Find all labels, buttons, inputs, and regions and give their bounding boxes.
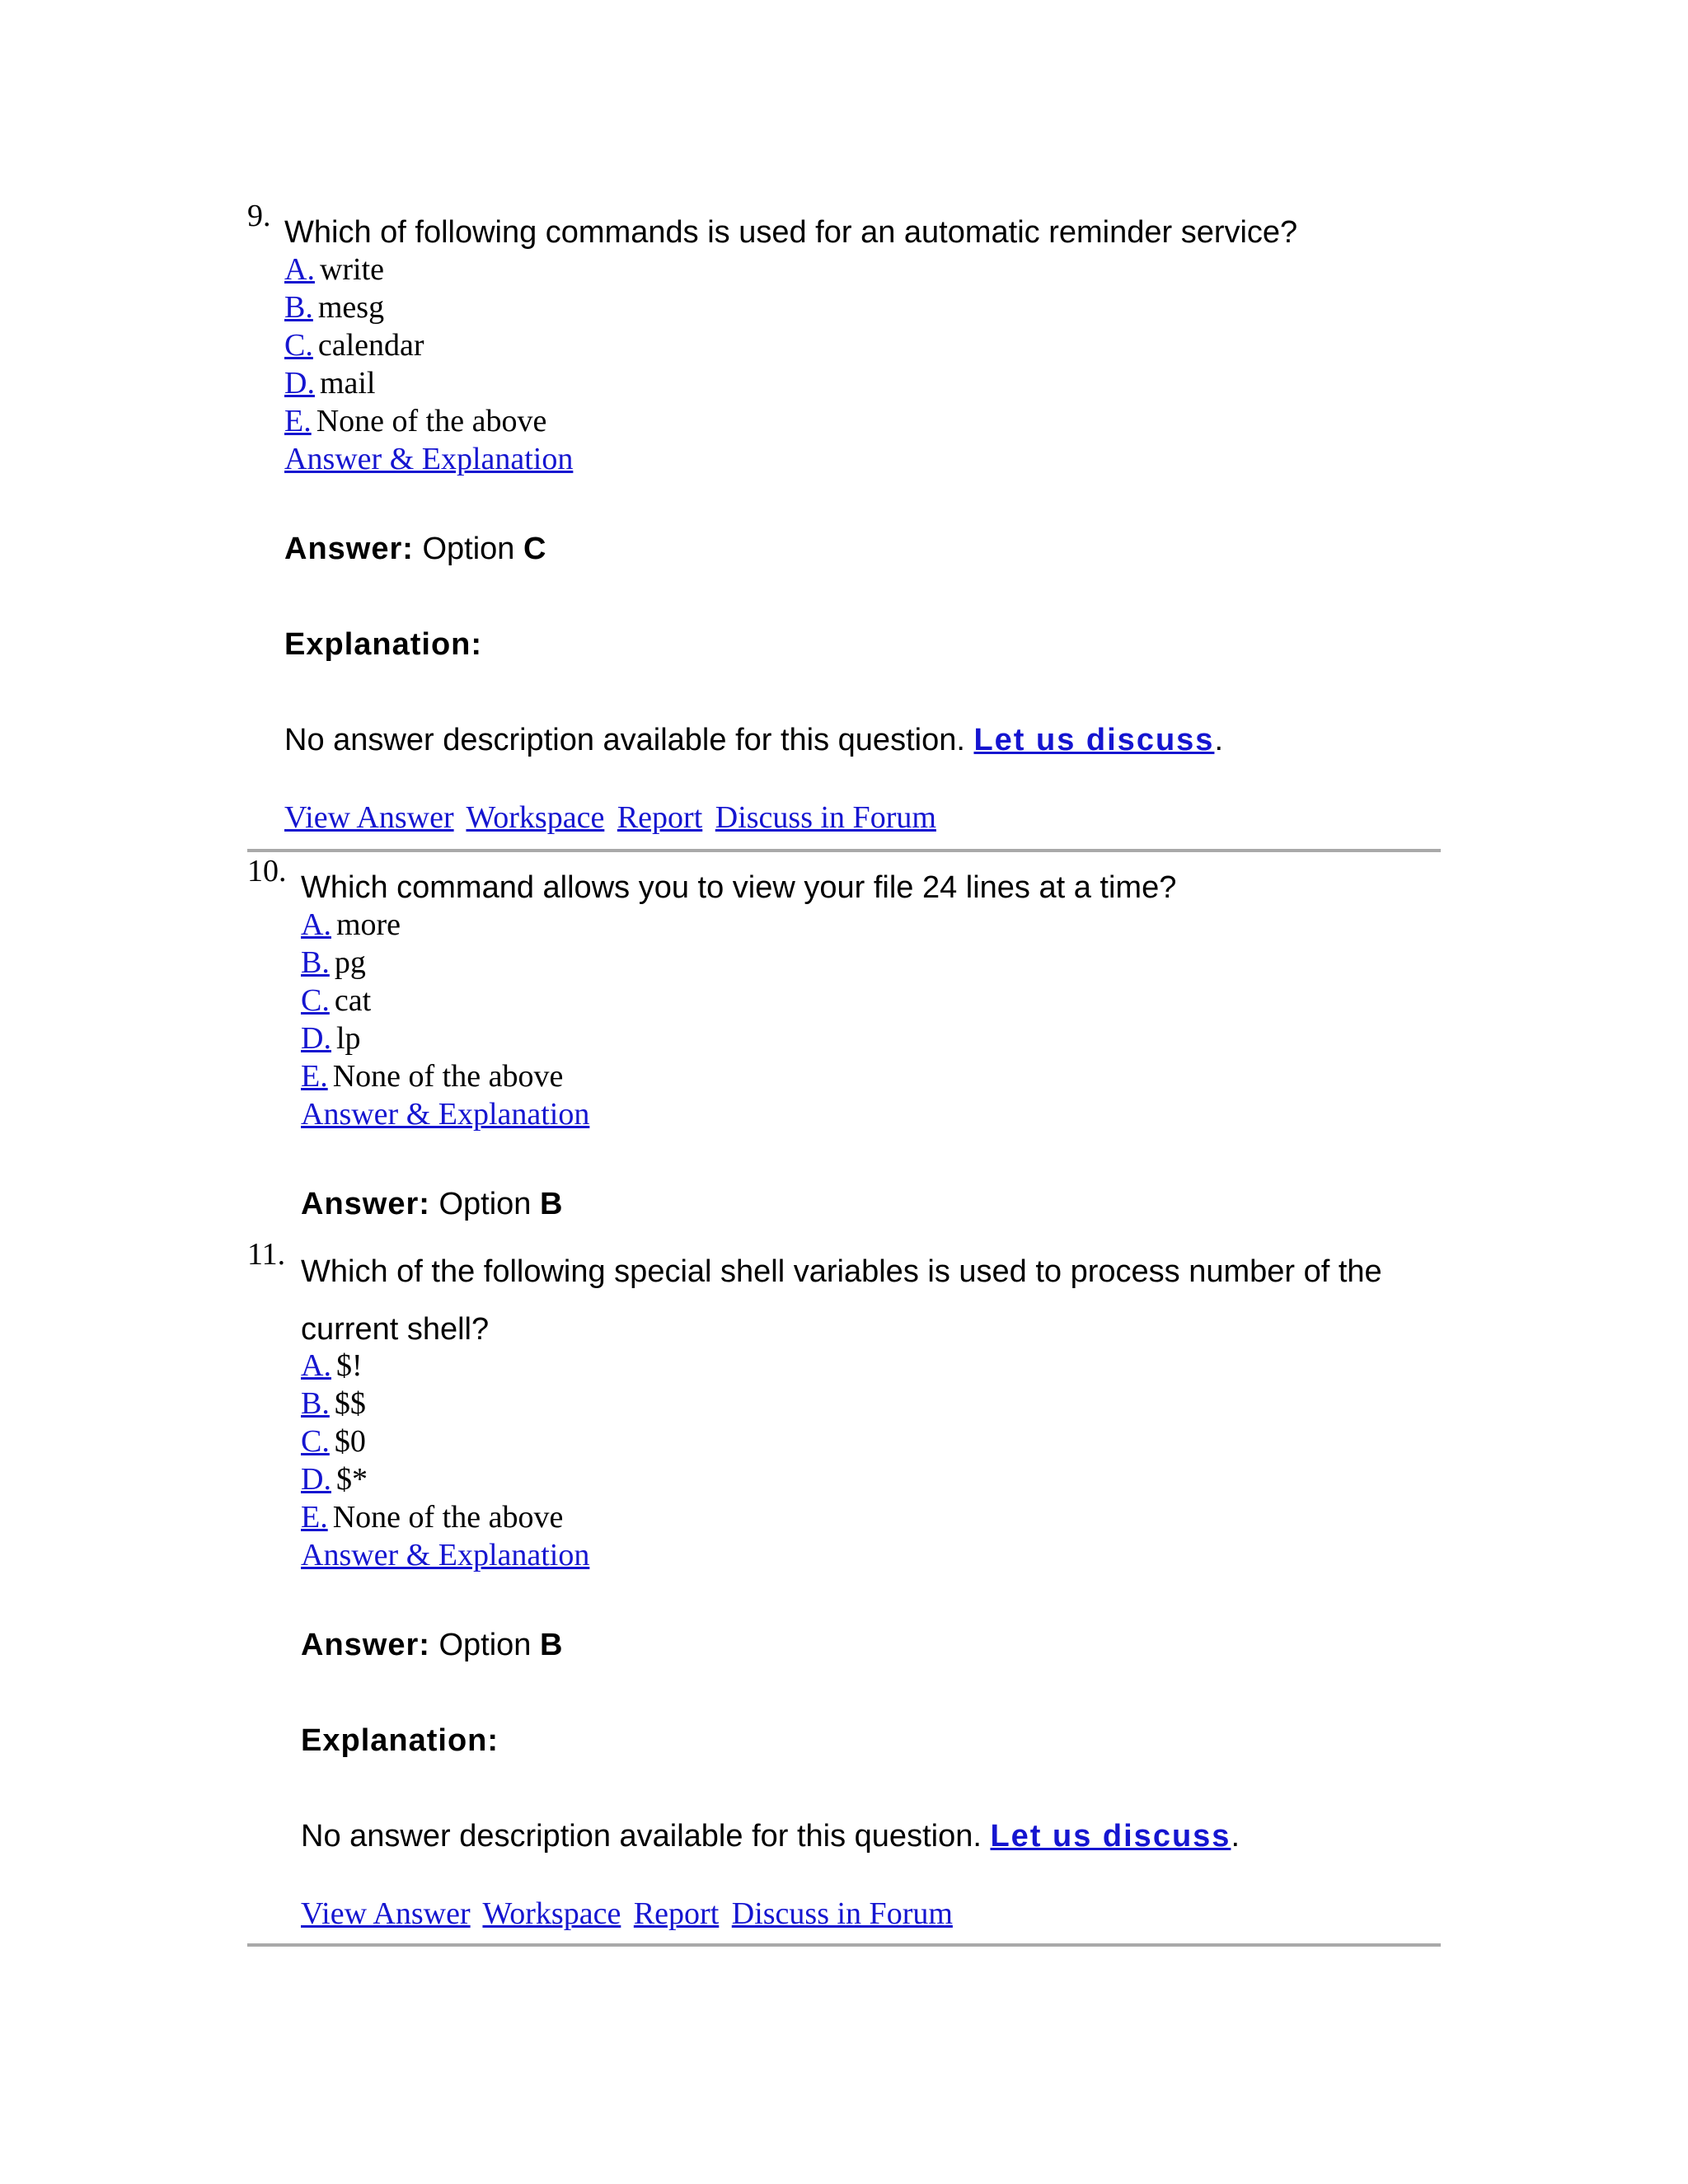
question-divider xyxy=(247,1943,1441,1947)
option-c-value: $0 xyxy=(334,1424,366,1459)
option-d-link[interactable]: D. xyxy=(301,1021,331,1056)
option-b-link[interactable]: B. xyxy=(284,290,313,325)
discuss-in-forum-link[interactable]: Discuss in Forum xyxy=(731,1896,953,1931)
answer-option: C xyxy=(523,532,547,566)
option-a xyxy=(284,251,1389,288)
explanation-text xyxy=(301,1818,1405,1854)
option-a-value: write xyxy=(319,252,385,287)
option-d-value: $* xyxy=(335,1462,368,1497)
view-answer-link[interactable]: View Answer xyxy=(301,1896,471,1931)
option-a-link[interactable]: A. xyxy=(284,252,315,287)
answer-line xyxy=(301,1186,1405,1222)
option-c-link[interactable]: C. xyxy=(284,328,313,363)
option-b-value: $$ xyxy=(334,1386,366,1421)
answer-prefix: Option xyxy=(438,1628,532,1662)
option-d xyxy=(301,1460,1405,1498)
option-c xyxy=(301,982,1405,1019)
option-c-link[interactable]: C. xyxy=(301,1424,330,1459)
option-b xyxy=(301,1385,1405,1422)
option-a-value: $! xyxy=(335,1348,363,1383)
option-c xyxy=(284,326,1389,364)
option-c-value: calendar xyxy=(317,328,424,363)
option-e-link[interactable]: E. xyxy=(301,1500,328,1535)
workspace-link[interactable]: Workspace xyxy=(482,1896,621,1931)
option-b-value: mesg xyxy=(317,290,385,325)
answer-option: B xyxy=(540,1628,564,1662)
question-text: Which of following commands is used for an automatic reminder service? xyxy=(284,215,1298,250)
report-link[interactable]: Report xyxy=(617,800,703,835)
option-e-value: None of the above xyxy=(316,404,547,438)
answer-prefix: Option xyxy=(422,532,515,566)
answer-line xyxy=(301,1627,1405,1663)
answer-prefix: Option xyxy=(438,1187,532,1221)
answer-label: Answer: xyxy=(284,532,414,566)
discuss-in-forum-link[interactable]: Discuss in Forum xyxy=(715,800,936,835)
question-number: 11. xyxy=(247,1237,286,1272)
workspace-link[interactable]: Workspace xyxy=(466,800,605,835)
option-c-value: cat xyxy=(334,983,372,1018)
explanation-heading: Explanation: xyxy=(284,627,483,662)
answer-explanation-link[interactable]: Answer & Explanation xyxy=(301,1538,590,1572)
option-e xyxy=(284,402,1389,440)
answer-explanation-row xyxy=(301,1536,1405,1574)
question-number: 9. xyxy=(247,199,271,233)
option-c xyxy=(301,1422,1405,1460)
option-a xyxy=(301,906,1405,944)
question-body xyxy=(301,1253,1405,1932)
answer-explanation-row xyxy=(301,1095,1405,1133)
option-e-link[interactable]: E. xyxy=(301,1059,328,1094)
option-e xyxy=(301,1057,1405,1095)
question-text: Which of the following special shell variables is used to process number of the current shell? xyxy=(301,1254,1382,1347)
question-footer-links xyxy=(301,1896,1405,1932)
let-us-discuss-link[interactable]: Let us discuss xyxy=(990,1819,1231,1854)
option-e-link[interactable]: E. xyxy=(284,404,312,438)
option-b-value: pg xyxy=(334,945,366,980)
option-d-value: mail xyxy=(319,366,376,401)
answer-option: B xyxy=(540,1187,564,1221)
question-body xyxy=(301,869,1405,1222)
option-d xyxy=(284,364,1389,402)
answer-label: Answer: xyxy=(301,1187,430,1221)
option-b xyxy=(284,288,1389,326)
option-d xyxy=(301,1019,1405,1057)
option-c-link[interactable]: C. xyxy=(301,983,330,1018)
answer-explanation-link[interactable]: Answer & Explanation xyxy=(284,442,574,476)
question-divider xyxy=(247,849,1441,852)
question-number: 10. xyxy=(247,854,287,888)
explanation-period: . xyxy=(1214,723,1223,757)
question-text: Which command allows you to view your file 24 lines at a time? xyxy=(301,870,1177,905)
option-b-link[interactable]: B. xyxy=(301,1386,330,1421)
view-answer-link[interactable]: View Answer xyxy=(284,800,454,835)
option-d-link[interactable]: D. xyxy=(284,366,315,401)
answer-label: Answer: xyxy=(301,1628,430,1662)
explanation-heading: Explanation: xyxy=(301,1723,499,1758)
option-d-value: lp xyxy=(335,1021,361,1056)
option-e-value: None of the above xyxy=(332,1059,564,1094)
answer-explanation-row xyxy=(284,440,1389,478)
option-e xyxy=(301,1498,1405,1536)
explanation-text xyxy=(284,722,1389,758)
explanation-body: No answer description available for this question. xyxy=(284,723,965,757)
option-a-value: more xyxy=(335,907,401,942)
explanation-period: . xyxy=(1231,1819,1240,1854)
answer-explanation-link[interactable]: Answer & Explanation xyxy=(301,1097,590,1132)
question-footer-links xyxy=(284,799,1389,836)
let-us-discuss-link[interactable]: Let us discuss xyxy=(973,723,1215,757)
report-link[interactable]: Report xyxy=(633,1896,720,1931)
option-a-link[interactable]: A. xyxy=(301,1348,331,1383)
option-b xyxy=(301,944,1405,982)
answer-line xyxy=(284,531,1389,567)
option-b-link[interactable]: B. xyxy=(301,945,330,980)
question-body xyxy=(284,214,1389,836)
option-e-value: None of the above xyxy=(332,1500,564,1535)
option-d-link[interactable]: D. xyxy=(301,1462,331,1497)
explanation-body: No answer description available for this question. xyxy=(301,1819,982,1854)
option-a-link[interactable]: A. xyxy=(301,907,331,942)
